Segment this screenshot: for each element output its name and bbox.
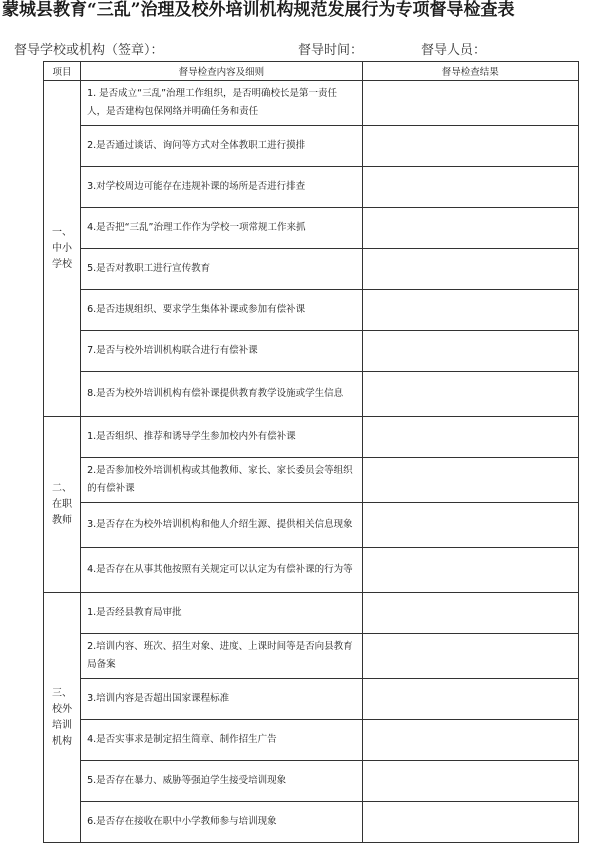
category-schools: 一、 中小 学校 xyxy=(44,81,81,417)
staff-label: 督导人员： xyxy=(421,43,487,58)
check-item: 6.是否违规组织、要求学生集体补课或参加有偿补课 xyxy=(81,290,363,331)
table-row xyxy=(44,249,579,290)
check-item: 5.是否存在暴力、威胁等强迫学生接受培训现象 xyxy=(81,761,363,802)
result-cell[interactable] xyxy=(362,208,578,249)
check-item: 7.是否与校外培训机构联合进行有偿补课 xyxy=(81,331,363,372)
result-cell[interactable] xyxy=(362,249,578,290)
category-institutions: 三、 校外 培训 机构 xyxy=(44,593,81,843)
result-cell[interactable] xyxy=(362,593,578,634)
result-cell[interactable] xyxy=(362,720,578,761)
result-cell[interactable] xyxy=(362,81,578,126)
check-item: 8.是否为校外培训机构有偿补课提供教育教学设施或学生信息 xyxy=(81,372,363,417)
table-row xyxy=(44,761,579,802)
table-row xyxy=(44,720,579,761)
table-row xyxy=(44,503,579,548)
table-row xyxy=(44,593,579,634)
header-row xyxy=(44,62,579,81)
table-row xyxy=(44,81,579,126)
check-item: 6.是否存在接收在职中小学教师参与培训现象 xyxy=(81,802,363,843)
header-content: 督导检查内容及细则 xyxy=(81,62,363,81)
table-row xyxy=(44,372,579,417)
result-cell[interactable] xyxy=(362,548,578,593)
table-row xyxy=(44,548,579,593)
table-row xyxy=(44,802,579,843)
check-item: 3.对学校周边可能存在违规补课的场所是否进行排查 xyxy=(81,167,363,208)
result-cell[interactable] xyxy=(362,634,578,679)
table-row xyxy=(44,290,579,331)
result-cell[interactable] xyxy=(362,458,578,503)
header-result: 督导检查结果 xyxy=(362,62,578,81)
check-item: 4.是否存在从事其他按照有关规定可以认定为有偿补课的行为等 xyxy=(81,548,363,593)
check-item: 5.是否对教职工进行宣传教育 xyxy=(81,249,363,290)
result-cell[interactable] xyxy=(362,372,578,417)
check-item: 4.是否实事求是制定招生简章、制作招生广告 xyxy=(81,720,363,761)
header-project: 项目 xyxy=(44,62,81,81)
check-item: 3.培训内容是否超出国家课程标准 xyxy=(81,679,363,720)
table-row xyxy=(44,634,579,679)
table-row xyxy=(44,417,579,458)
table-row xyxy=(44,331,579,372)
category-teachers: 二、 在职 教师 xyxy=(44,417,81,593)
check-item: 2.是否参加校外培训机构或其他教师、家长、家长委员会等组织的有偿补课 xyxy=(81,458,363,503)
result-cell[interactable] xyxy=(362,167,578,208)
result-cell[interactable] xyxy=(362,503,578,548)
table-row xyxy=(44,167,579,208)
check-item: 3.是否存在为校外培训机构和他人介绍生源、提供相关信息现象 xyxy=(81,503,363,548)
check-item: 1.是否组织、推荐和诱导学生参加校内外有偿补课 xyxy=(81,417,363,458)
table-row xyxy=(44,679,579,720)
check-item: 2.是否通过谈话、询问等方式对全体教职工进行摸排 xyxy=(81,126,363,167)
table-row xyxy=(44,126,579,167)
time-label: 督导时间： xyxy=(298,43,364,58)
page-title: 蒙城县教育“三乱”治理及校外培训机构规范发展行为专项督导检查表 xyxy=(2,0,515,20)
check-item: 1.是否经县教育局审批 xyxy=(81,593,363,634)
table-row xyxy=(44,458,579,503)
table-row xyxy=(44,208,579,249)
result-cell[interactable] xyxy=(362,331,578,372)
inspection-table xyxy=(43,61,579,843)
check-item: 4.是否把“三乱”治理工作作为学校一项常规工作来抓 xyxy=(81,208,363,249)
result-cell[interactable] xyxy=(362,290,578,331)
result-cell[interactable] xyxy=(362,802,578,843)
check-item: 2.培训内容、班次、招生对象、进度、上课时间等是否向县教育局备案 xyxy=(81,634,363,679)
result-cell[interactable] xyxy=(362,126,578,167)
check-item: 1. 是否成立“三乱”治理工作组织，是否明确校长是第一责任人，是否建构包保网络并明确任务和责任 xyxy=(81,81,363,126)
result-cell[interactable] xyxy=(362,417,578,458)
school-label: 督导学校或机构（签章）： xyxy=(14,43,164,58)
result-cell[interactable] xyxy=(362,679,578,720)
result-cell[interactable] xyxy=(362,761,578,802)
